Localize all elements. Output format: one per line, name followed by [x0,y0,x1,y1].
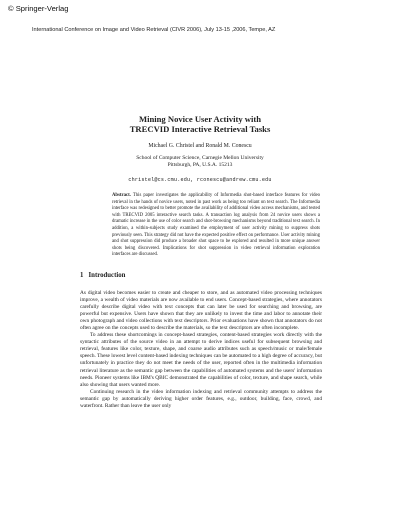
abstract-text: This paper investigates the applicability of Informedia shot-based interface features for video retrieval in the hands of novice users, noted in past work as being too reliant on text search. The Informedia interface was redesigned to better promote the availability of additional video access mechanisms, and tested with TRECVID 2005 interactive search tasks. A transaction log analysis from 24 novice users shows a dramatic increase in the use of color search and shot-browsing mechanisms beyond traditional text search. In addition, a within-subjects study examined the employment of user activity mining to suppress shots previously seen. This strategy did not have the expected positive effect on performance. User activity mining and shot suppression did produce a broader shot space to be explored and resulted in more unique answer shots being discovered. Implications for shot suppression in video retrieval information exploration interfaces are discussed. [112,193,320,258]
paragraph-1: As digital video becomes easier to create and cheaper to store, and as automated video processing techniques improve, a wealth of video materials are now available to end users. Concept-based strategies, where annotators carefully describe digital video with text concepts that can later be used for searching and browsing, are powerful but expensive. Users have shown that they are unlikely to invest the time and labor to annotate their own photograph and video collections with text descriptors. Prior evaluations have shown that annotators do not often agree on the concepts used to describe the materials, so the text descriptors are often incomplete. [80,290,322,332]
affiliation-line-2: Pittsburgh, PA, U.S.A. 15213 [167,161,233,168]
author-emails: christel@cs.cmu.edu, rconescu@andrew.cmu.edu [128,177,272,183]
section-title: Introduction [88,272,126,279]
affiliation-line-1: School of Computer Science, Carnegie Mellon University [136,155,264,161]
title-line-1: Mining Novice User Activity with [138,114,262,124]
paper-title [40,114,360,135]
affiliation [40,155,360,169]
body-text [80,290,322,410]
title-line-2: TRECVID Interactive Retrieval Tasks [129,124,271,135]
copyright-notice: © Springer-Verlag [8,4,69,13]
section-heading [80,272,125,279]
abstract-label: Abstract. [112,193,131,198]
abstract [112,193,320,259]
paragraph-3: Continuing research in the video information indexing and retrieval community attempts to address the semantic gap by automatically deriving higher order features, e.g., outdoor, building, face, crowd, and waterfront. Rather than leave the user only [80,388,322,409]
section-number: 1 [80,272,84,279]
conference-header: International Conference on Image and Video Retrieval (CIVR 2006), July 13-15 ,2006, Tempe, AZ [32,27,276,33]
authors: Michael G. Christel and Ronald M. Conescu [148,143,252,149]
paragraph-2: To address these shortcomings in concept-based strategies, content-based strategies work directly with the syntactic attributes of the source video in an attempt to derive indices useful for subsequent browsing and retrieval, features like color, texture, shape, and coarse audio attributes such as speech/music or male/female speech. These lowest level content-based indexing techniques can be automated to a high degree of accuracy, but unfortunately in practice they do not meet the needs of the user, reported often in the multimedia information retrieval literature as the semantic gap between the capabilities of automated systems and the users' information needs. Pioneer systems like IBM's QBIC demonstrated the capabilities of color, texture, and shape search, while also showing that users wanted more. [80,332,322,388]
